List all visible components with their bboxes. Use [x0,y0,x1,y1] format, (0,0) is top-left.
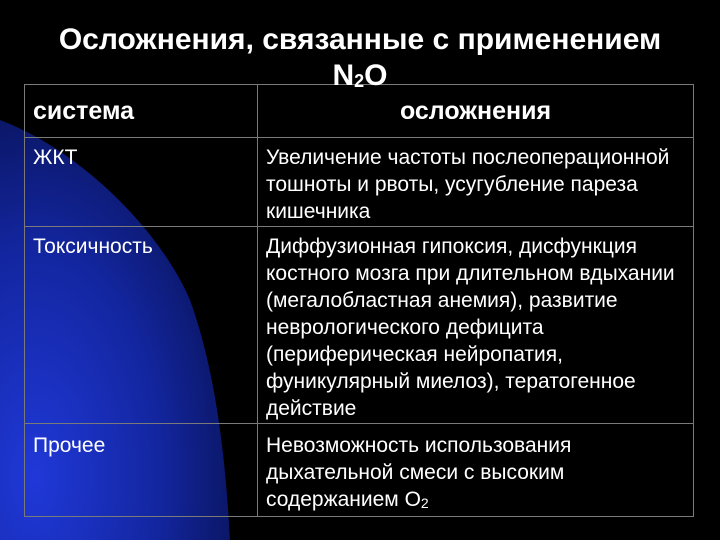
row-complication: Диффузионная гипоксия, дисфункция костного мозга при длительном вдыхании (мегалобластная анемия), развитие неврологического дефицита (периферическая нейропатия, фуникулярный миелоз), тератогенное действие [258,227,694,424]
slide-title [0,22,720,97]
title-line1: Осложнения, связанные с применением [58,23,662,56]
row-complication: Невозможность использования дыхательной смеси с высоким содержанием $O_2$ [258,424,694,517]
complications-table [24,84,694,517]
table-row [25,138,694,227]
row-complication: Увеличение частоты послеоперационной тошноты и рвоты, усугубление пареза кишечника [258,138,694,227]
table-row [25,424,694,517]
header-complications: осложнения [258,85,694,138]
row-system: ЖКТ [25,138,258,227]
row-system: Прочее [25,424,258,517]
table-row [25,227,694,424]
header-system: система [25,85,258,138]
row-system: Токсичность [25,227,258,424]
title-formula: $N_2O$ [332,59,388,92]
